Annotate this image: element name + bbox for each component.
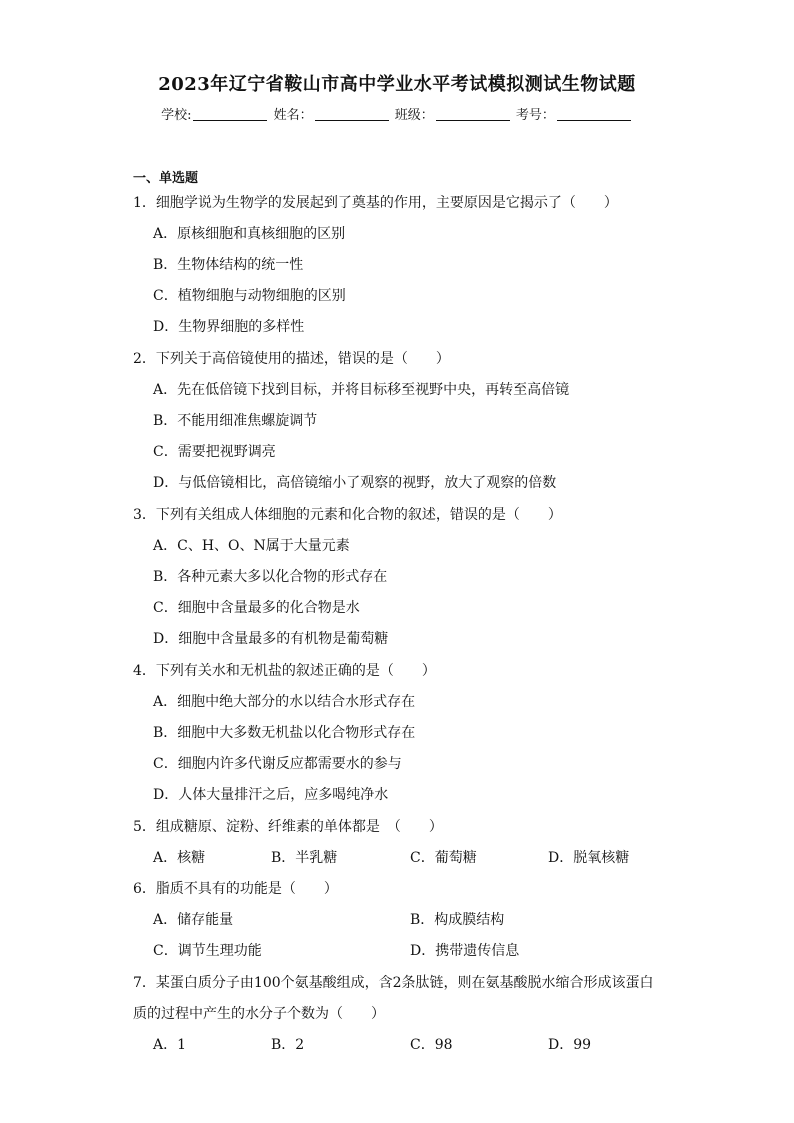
q6-option-c: C．调节生理功能	[153, 943, 262, 959]
q6-option-a: A．储存能量	[153, 912, 234, 928]
q7-option-c: C．98	[410, 1037, 453, 1053]
q1-option-a: A．原核细胞和真核细胞的区别	[153, 226, 346, 242]
q5-option-a: A．核糖	[153, 850, 206, 866]
exam-number-label: 考号：	[515, 108, 555, 123]
class-blank[interactable]	[436, 108, 510, 121]
school-label: 学校:	[161, 108, 192, 123]
exam-title: 2023年辽宁省鞍山市高中学业水平考试模拟测试生物试题	[158, 74, 636, 95]
q3-option-b: B．各种元素大多以化合物的形式存在	[153, 569, 388, 585]
question-6-stem: 6．脂质不具有的功能是（ ）	[133, 881, 338, 897]
q6-option-d: D．携带遗传信息	[410, 943, 520, 959]
class-label: 班级：	[394, 108, 434, 123]
q2-option-c: C．需要把视野调亮	[153, 444, 276, 460]
question-3-stem: 3．下列有关组成人体细胞的元素和化合物的叙述，错误的是（ ）	[133, 507, 562, 523]
q4-option-a: A．细胞中绝大部分的水以结合水形式存在	[153, 694, 416, 710]
student-info-line	[0, 104, 794, 123]
q3-option-a: A．C、H、O、N属于大量元素	[153, 538, 350, 554]
name-blank[interactable]	[315, 108, 389, 121]
q4-option-c: C．细胞内许多代谢反应都需要水的参与	[153, 756, 402, 772]
q7-option-a: A．1	[153, 1037, 187, 1053]
q6-option-b: B．构成膜结构	[410, 912, 505, 928]
q1-option-d: D．生物界细胞的多样性	[153, 319, 305, 335]
question-5-stem: 5．组成糖原、淀粉、纤维素的单体都是 （ ）	[133, 819, 443, 835]
q5-option-d: D．脱氧核糖	[548, 850, 630, 866]
question-7-stem-continued: 质的过程中产生的水分子个数为（ ）	[133, 1006, 385, 1022]
q1-option-b: B．生物体结构的统一性	[153, 257, 304, 273]
question-4-stem: 4．下列有关水和无机盐的叙述正确的是（ ）	[133, 663, 436, 679]
q3-option-c: C．细胞中含量最多的化合物是水	[153, 600, 360, 616]
name-label: 姓名：	[273, 108, 313, 123]
q3-option-d: D．细胞中含量最多的有机物是葡萄糖	[153, 631, 389, 647]
q7-option-b: B．2	[271, 1037, 305, 1053]
q7-option-d: D．99	[548, 1037, 592, 1053]
exam-number-blank[interactable]	[557, 108, 631, 121]
q5-option-c: C．葡萄糖	[410, 850, 477, 866]
school-blank[interactable]	[193, 108, 267, 121]
q1-option-c: C．植物细胞与动物细胞的区别	[153, 288, 346, 304]
q5-option-b: B．半乳糖	[271, 850, 338, 866]
q4-option-d: D．人体大量排汗之后，应多喝纯净水	[153, 787, 389, 803]
question-1-stem: 1．细胞学说为生物学的发展起到了奠基的作用，主要原因是它揭示了（ ）	[133, 195, 618, 211]
q4-option-b: B．细胞中大多数无机盐以化合物形式存在	[153, 725, 416, 741]
q2-option-a: A．先在低倍镜下找到目标，并将目标移至视野中央，再转至高倍镜	[153, 382, 570, 398]
q2-option-d: D．与低倍镜相比，高倍镜缩小了观察的视野，放大了观察的倍数	[153, 475, 557, 491]
q2-option-b: B．不能用细准焦螺旋调节	[153, 413, 318, 429]
question-2-stem: 2．下列关于高倍镜使用的描述，错误的是（ ）	[133, 351, 450, 367]
question-7-stem: 7．某蛋白质分子由100个氨基酸组成，含2条肽链，则在氨基酸脱水缩合形成该蛋白	[133, 975, 654, 991]
section-heading: 一、单选题	[133, 171, 199, 186]
